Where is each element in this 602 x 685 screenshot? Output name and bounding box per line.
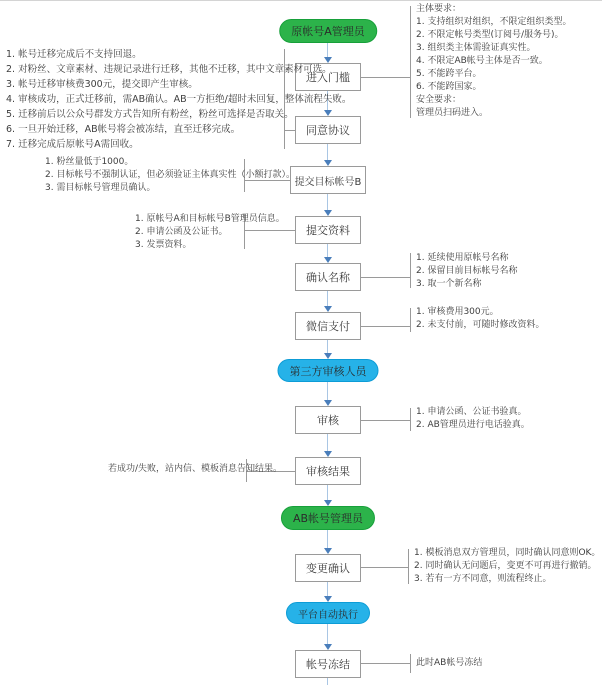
annotation-bracket-line — [408, 549, 409, 584]
flow-connector-line — [327, 530, 328, 548]
annotation-line: 2. 未支付前，可随时修改资料。 — [416, 320, 545, 330]
node-agree-protocol: 同意协议 — [295, 116, 361, 144]
annotation-line: 1. 模板消息双方管理员，同时确认同意则OK。 — [414, 548, 601, 558]
annotation-bracket-line — [410, 654, 411, 673]
annotation-connector-line — [361, 326, 410, 327]
annotation-line: 3. 取一个新名称 — [416, 279, 482, 289]
annotation-line: 1. 申请公函、公证书验真。 — [416, 407, 527, 417]
flow-connector-line — [327, 382, 328, 400]
node-wechat-pay: 微信支付 — [295, 312, 361, 340]
annotation-line: 2. 不限定帐号类型(订阅号/服务号)。 — [416, 30, 564, 40]
annotation-line: 3. 若有一方不同意，则流程终止。 — [414, 574, 552, 584]
annotation-line: 5. 不能跨平台。 — [416, 69, 482, 79]
annotation-migration-rules — [6, 47, 351, 152]
node-review-result: 审核结果 — [295, 457, 361, 485]
annotation-line: 主体要求： — [416, 4, 462, 14]
annotation-freeze-note — [416, 657, 482, 670]
annotation-line: 1. 延续使用原帐号名称 — [416, 253, 509, 263]
annotation-wechat-pay — [416, 306, 544, 332]
annotation-line: 2. 同时确认无问题后，变更不可再进行撤销。 — [414, 561, 597, 571]
annotation-connector-line — [361, 420, 410, 421]
annotation-line: 7. 迁移完成后原帐号A需回收。 — [6, 139, 139, 150]
flow-connector-line — [327, 194, 328, 210]
annotation-target-account — [45, 156, 295, 195]
annotation-review-result — [108, 463, 282, 476]
annotation-connector-line — [361, 663, 410, 664]
annotation-line: 2. 对粉丝、文章素材、违规记录进行迁移，其他不迁移，其中文章素材可选。 — [6, 64, 332, 75]
annotation-line: 3. 组织类主体需验证真实性。 — [416, 43, 536, 53]
annotation-bracket-line — [410, 6, 411, 118]
annotation-line: 管理员扫码进入。 — [416, 108, 489, 118]
annotation-line: 2. 目标帐号不强制认证，但必须验证主体真实性（小额打款）。 — [45, 170, 295, 180]
annotation-line: 6. 一旦开始迁移，AB帐号将会被冻结，直至迁移完成。 — [6, 124, 241, 135]
annotation-review — [416, 406, 530, 432]
annotation-bracket-line — [410, 253, 411, 288]
annotation-line: 5. 迁移前后以公众号群发方式告知所有粉丝，粉丝可选择是否取关。 — [6, 109, 294, 120]
node-change-confirm: 变更确认 — [295, 554, 361, 582]
annotation-line: 1. 审核费用300元。 — [416, 307, 499, 317]
annotation-line: 若成功/失败，站内信、模板消息告知结果。 — [108, 464, 283, 474]
annotation-submit-docs — [135, 213, 285, 252]
annotation-line: 1. 支持组织对组织，不限定组织类型。 — [416, 17, 572, 27]
annotation-line: 2. AB管理员进行电话验真。 — [416, 420, 530, 430]
node-account-freeze: 帐号冻结 — [295, 650, 361, 678]
annotation-subject-requirements — [416, 3, 571, 120]
annotation-connector-line — [361, 277, 410, 278]
annotation-line: 安全要求： — [416, 95, 462, 105]
flow-connector-line — [327, 485, 328, 500]
annotation-line: 1. 原帐号A和目标帐号B管理员信息。 — [135, 214, 285, 224]
annotation-line: 2. 申请公函及公证书。 — [135, 227, 228, 237]
annotation-line: 4. 审核成功，正式迁移前，需AB确认。AB一方拒绝/超时未回复，整体流程失败。 — [6, 94, 352, 105]
node-third-party-reviewer: 第三方审核人员 — [278, 359, 379, 382]
node-origin-admin: 原帐号A管理员 — [279, 19, 377, 43]
node-confirm-name: 确认名称 — [295, 263, 361, 291]
annotation-confirm-name — [416, 252, 517, 291]
flow-connector-line — [327, 624, 328, 644]
annotation-line: 1. 帐号迁移完成后不支持回退。 — [6, 49, 142, 60]
annotation-line: 4. 不限定AB帐号主体是否一致。 — [416, 56, 548, 66]
annotation-line: 1. 粉丝量低于1000。 — [45, 157, 134, 167]
annotation-line: 3. 需目标帐号管理员确认。 — [45, 183, 156, 193]
annotation-connector-line — [361, 567, 408, 568]
flow-connector-line — [327, 291, 328, 306]
annotation-bracket-line — [410, 308, 411, 332]
annotation-line: 此时AB帐号冻结 — [416, 658, 483, 668]
annotation-change-confirm — [414, 547, 600, 586]
annotation-line: 2. 保留目前目标帐号名称 — [416, 266, 518, 276]
annotation-line: 3. 帐号迁移审核费300元，提交即产生审核。 — [6, 79, 198, 90]
flow-connector-line — [327, 340, 328, 353]
node-review: 审核 — [295, 406, 361, 434]
annotation-bracket-line — [410, 408, 411, 431]
flow-connector-line — [327, 244, 328, 257]
node-entry-threshold: 进入门槛 — [295, 63, 361, 91]
node-submit-docs: 提交资料 — [295, 216, 361, 244]
node-platform-auto: 平台自动执行 — [286, 602, 370, 624]
node-submit-target-b: 提交目标帐号B — [290, 166, 366, 194]
annotation-line: 6. 不能跨国家。 — [416, 82, 482, 92]
flow-connector-line — [327, 434, 328, 451]
node-ab-admin: AB帐号管理员 — [281, 506, 375, 530]
annotation-connector-line — [361, 77, 410, 78]
annotation-line: 3. 发票资料。 — [135, 240, 192, 250]
flow-connector-line — [327, 582, 328, 596]
